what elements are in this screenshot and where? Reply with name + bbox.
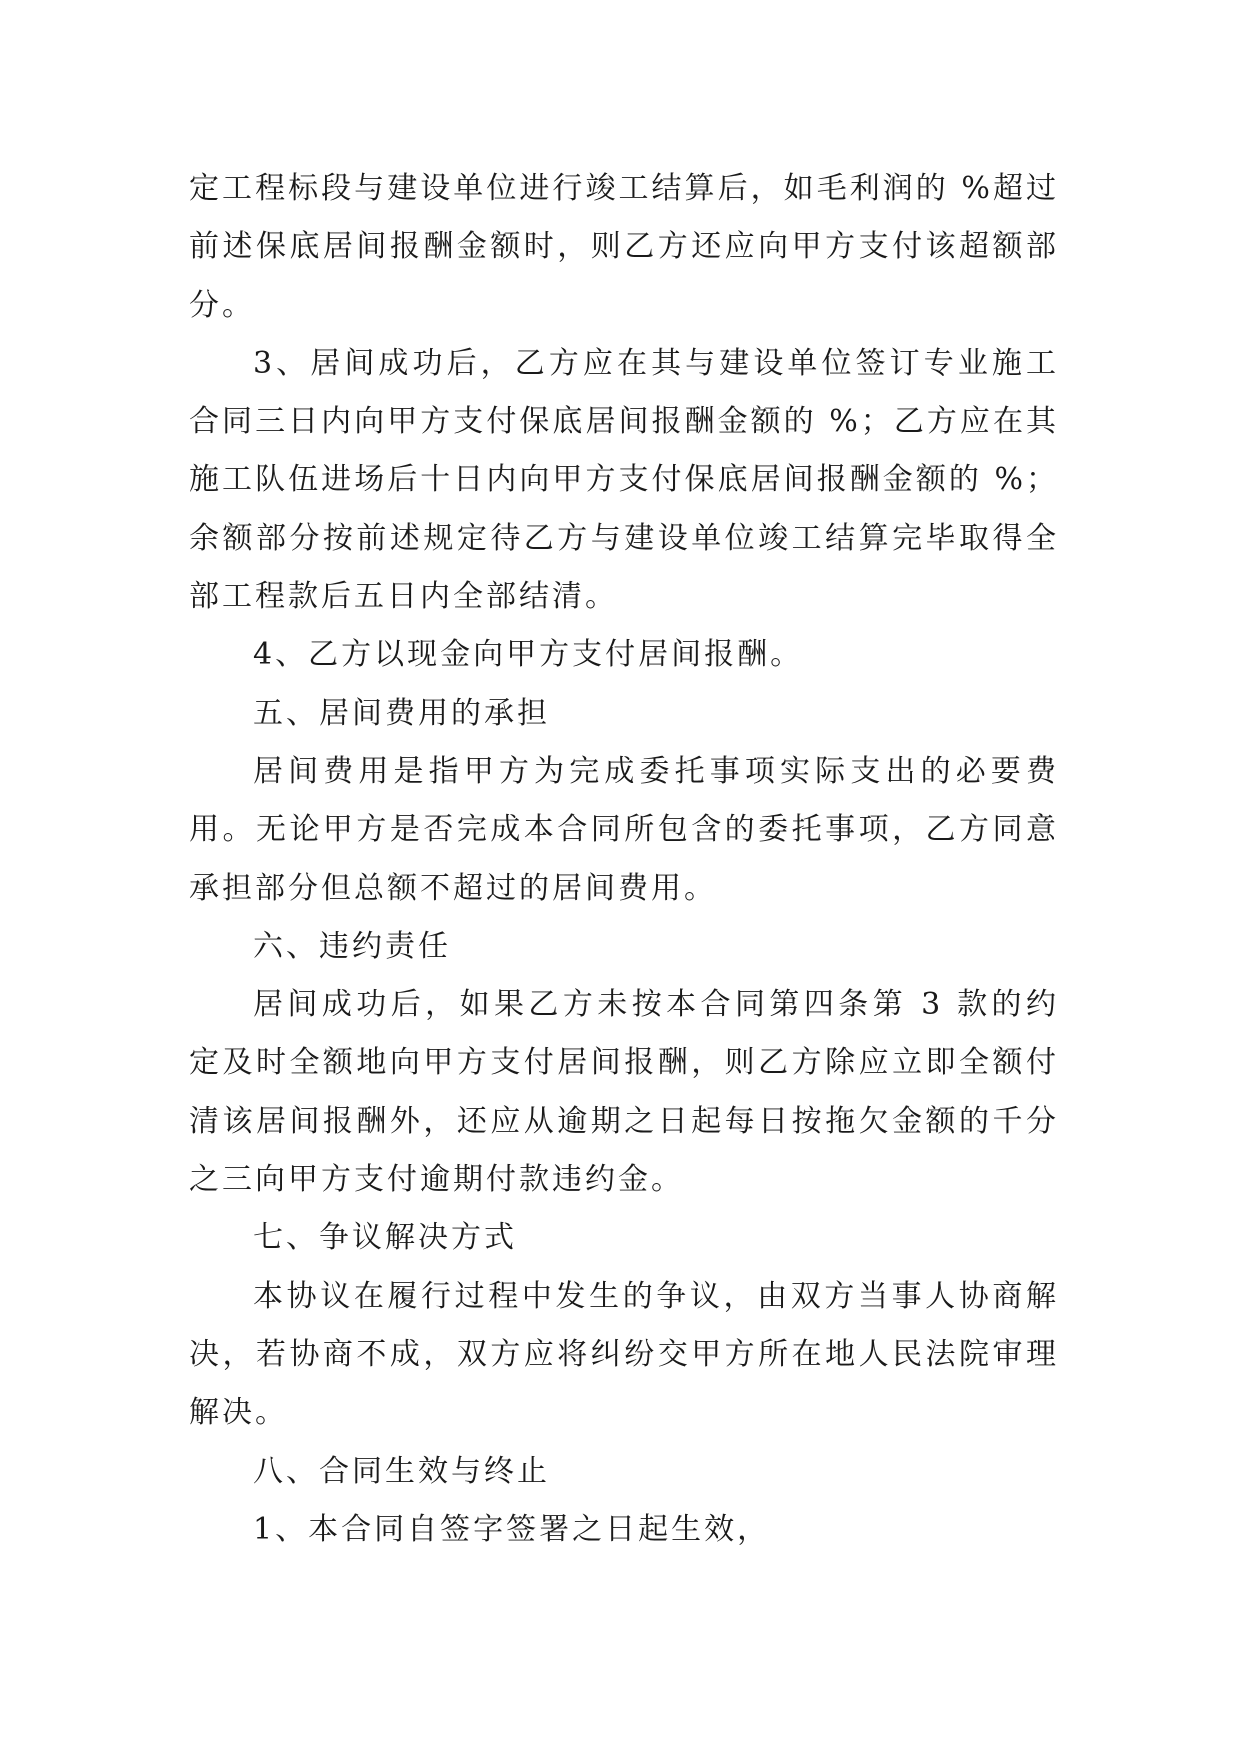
section-heading-effect-termination: 八、合同生效与终止 [253,1453,550,1489]
document-body [189,160,1059,1559]
paragraph-dispute: 本协议在履行过程中发生的争议，由双方当事人协商解决，若协商不成，双方应将纠纷交甲方所在地人民法院审理解决。 [189,1278,1059,1431]
paragraph-clause-3-payment-schedule: 3、居间成功后，乙方应在其与建设单位签订专业施工合同三日内向甲方支付保底居间报酬金额的 %；乙方应在其施工队伍进场后十日内向甲方支付保底居间报酬金额的 %；余额部分按前述规定待乙方与建设单位竣工结算完毕取得全部工程款后五日内全部结清。 [189,345,1059,615]
paragraph-clause-4-cash-payment: 4、乙方以现金向甲方支付居间报酬。 [253,637,804,673]
section-heading-liability: 六、违约责任 [253,928,451,964]
paragraph-liability: 居间成功后，如果乙方未按本合同第四条第 3 款的约定及时全额地向甲方支付居间报酬，则乙方除应立即全额付清该居间报酬外，还应从逾期之日起每日按拖欠金额的千分之三向甲方支付逾期付款违约金。 [189,987,1059,1198]
section-heading-dispute: 七、争议解决方式 [253,1220,517,1256]
paragraph-clause-1-effective: 1、本合同自签字签署之日起生效， [253,1511,771,1547]
section-heading-expenses: 五、居间费用的承担 [253,695,550,731]
paragraph-continued-settlement: 定工程标段与建设单位进行竣工结算后，如毛利润的 %超过前述保底居间报酬金额时，则乙方还应向甲方支付该超额部分。 [189,171,1059,323]
paragraph-expenses: 居间费用是指甲方为完成委托事项实际支出的必要费用。无论甲方是否完成本合同所包含的委托事项，乙方同意承担部分但总额不超过的居间费用。 [189,753,1059,906]
